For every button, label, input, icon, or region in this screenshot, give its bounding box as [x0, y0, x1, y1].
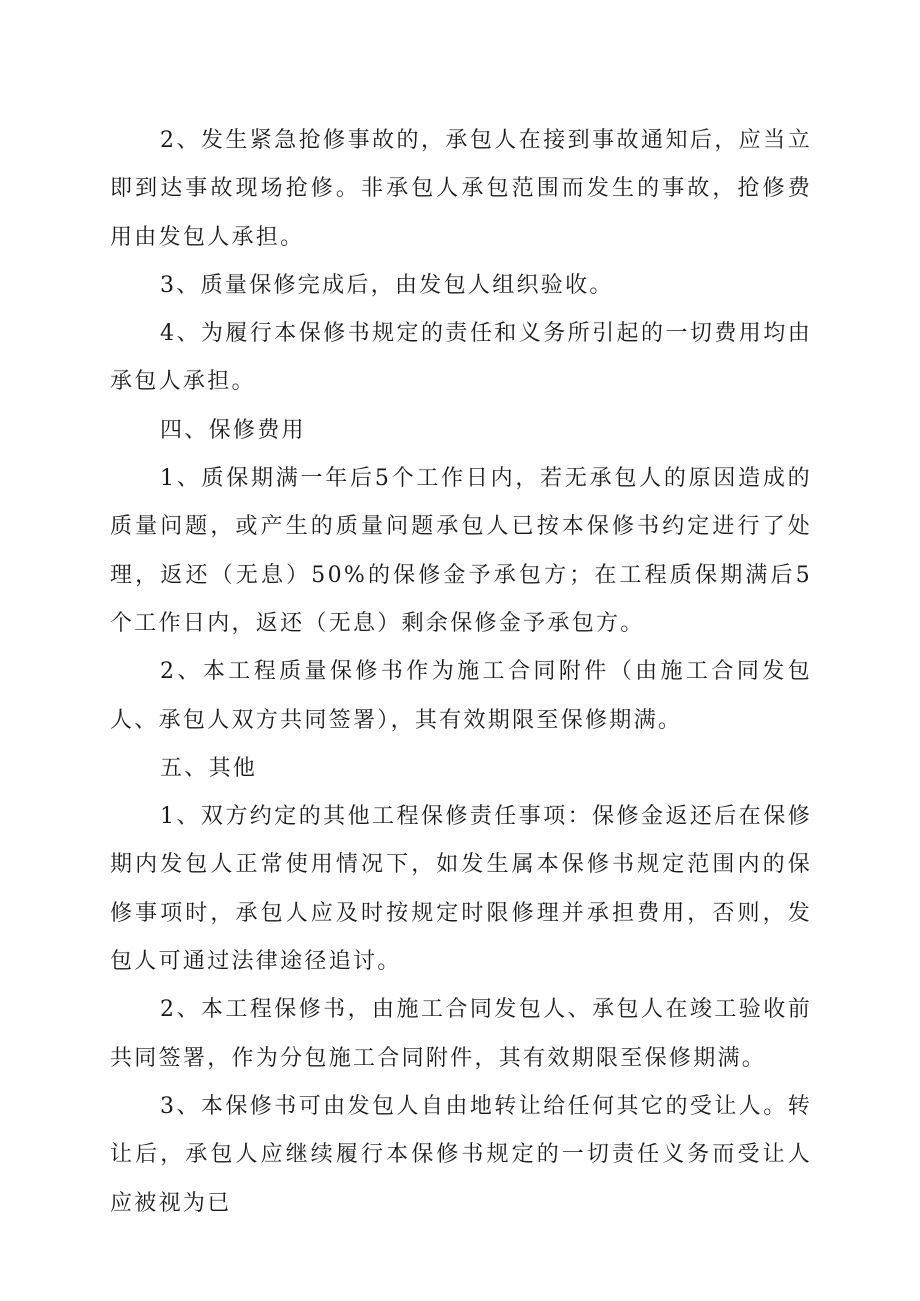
fee-clause-1-refund: 1、质保期满一年后5个工作日内，若无承包人的原因造成的质量问题，或产生的质量问题承包人已按本保修书约定进行了处理，返还（无息）50%的保修金予承包方；在工程质保期满后5个工作日内，返还（无息）剩余保修金予承包方。: [110, 466, 812, 636]
section-heading-other: 五、其他: [160, 755, 258, 781]
other-clause-2-signing: 2、本工程保修书，由施工合同发包人、承包人在竣工验收前共同签署，作为分包施工合同附件，其有效期限至保修期满。: [110, 997, 812, 1071]
clause-2-emergency-repair: 2、发生紧急抢修事故的，承包人在接到事故通知后，应当立即到达事故现场抢修。非承包人承包范围而发生的事故，抢修费用由发包人承担。: [110, 128, 812, 250]
other-clause-3-transfer: 3、本保修书可由发包人自由地转让给任何其它的受让人。转让后，承包人应继续履行本保修书规定的一切责任义务而受让人应被视为已: [110, 1093, 812, 1216]
clause-4-costs: 4、为履行本保修书规定的责任和义务所引起的一切费用均由承包人承担。: [110, 321, 812, 395]
section-heading-warranty-fees: 四、保修费用: [160, 417, 306, 443]
clause-3-acceptance: 3、质量保修完成后，由发包人组织验收。: [160, 272, 614, 298]
document-body: [110, 117, 812, 1228]
other-clause-1-agreed-matters: 1、双方约定的其他工程保修责任事项：保修金返还后在保修期内发包人正常使用情况下，如发生属本保修书规定范围内的保修事项时，承包人应及时按规定时限修理并承担费用，否则，发包人可通过法律途径追讨。: [110, 804, 812, 975]
fee-clause-2-validity: 2、本工程质量保修书作为施工合同附件（由施工合同发包人、承包人双方共同签署），其有效期限至保修期满。: [110, 659, 812, 733]
